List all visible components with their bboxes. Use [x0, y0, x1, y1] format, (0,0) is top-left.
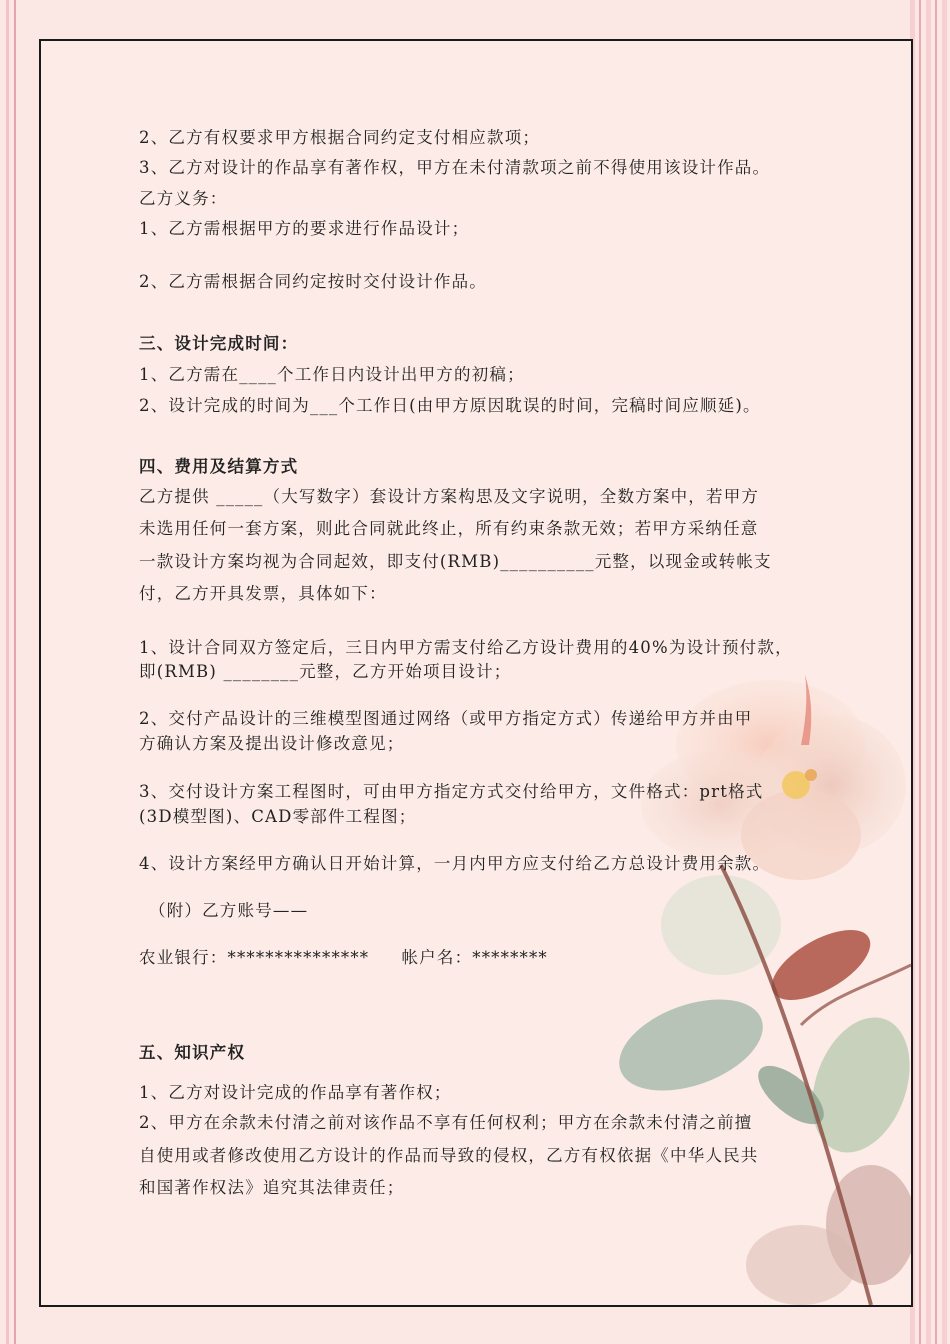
text-line: 2、设计完成的时间为___个工作日(由甲方原因耽误的时间，完稿时间应顺延)。	[139, 396, 761, 415]
text-line: 1、设计合同双方签定后，三日内甲方需支付给乙方设计费用的40%为设计预付款，	[139, 638, 793, 657]
document-frame	[39, 39, 913, 1307]
text-line: 自使用或者修改使用乙方设计的作品而导致的侵权，乙方有权依据《中华人民共	[139, 1146, 759, 1165]
text-line: 3、乙方对设计的作品享有著作权，甲方在未付清款项之前不得使用该设计作品。	[139, 158, 771, 177]
text-line: 2、乙方需根据合同约定按时交付设计作品。	[139, 272, 487, 291]
right-stripes	[910, 0, 950, 1344]
text-line: 和国著作权法》追究其法律责任；	[139, 1178, 405, 1197]
text-line: 2、交付产品设计的三维模型图通过网络（或甲方指定方式）传递给甲方并由甲	[139, 709, 753, 728]
text-line: (3D模型图)、CAD零部件工程图；	[139, 807, 417, 826]
text-line: 付，乙方开具发票，具体如下：	[139, 584, 387, 603]
text-line: 未选用任何一套方案，则此合同就此终止，所有约束条款无效；若甲方采纳任意	[139, 519, 759, 538]
text-line: 2、甲方在余款未付清之前对该作品不享有任何权利；甲方在余款未付清之前擅	[139, 1113, 753, 1132]
left-stripes	[0, 0, 40, 1344]
document-body	[41, 41, 911, 1305]
text-line: 1、乙方需根据甲方的要求进行作品设计；	[139, 219, 470, 238]
bank-account-line: 农业银行：*************** 帐户名：********	[139, 948, 548, 967]
text-line: 3、交付设计方案工程图时，可由甲方指定方式交付给甲方，文件格式：prt格式	[139, 782, 764, 801]
text-line: 1、乙方对设计完成的作品享有著作权；	[139, 1083, 452, 1102]
text-line: （附）乙方账号——	[149, 901, 309, 920]
text-line: 即(RMB) ________元整，乙方开始项目设计；	[139, 662, 512, 681]
text-line: 乙方提供 _____（大写数字）套设计方案构思及文字说明，全数方案中，若甲方	[139, 487, 760, 506]
section-heading: 四、费用及结算方式	[139, 457, 299, 476]
text-line: 1、乙方需在____个工作日内设计出甲方的初稿；	[139, 365, 525, 384]
text-line: 方确认方案及提出设计修改意见；	[139, 734, 405, 753]
text-line: 2、乙方有权要求甲方根据合同约定支付相应款项；	[139, 128, 541, 147]
text-line: 4、设计方案经甲方确认日开始计算，一月内甲方应支付给乙方总设计费用余款。	[139, 854, 771, 873]
section-heading: 五、知识产权	[139, 1043, 246, 1062]
text-line: 乙方义务：	[139, 189, 228, 208]
section-heading: 三、设计完成时间：	[139, 334, 299, 353]
text-line: 一款设计方案均视为合同起效，即支付(RMB)__________元整，以现金或转帐支	[139, 552, 772, 571]
